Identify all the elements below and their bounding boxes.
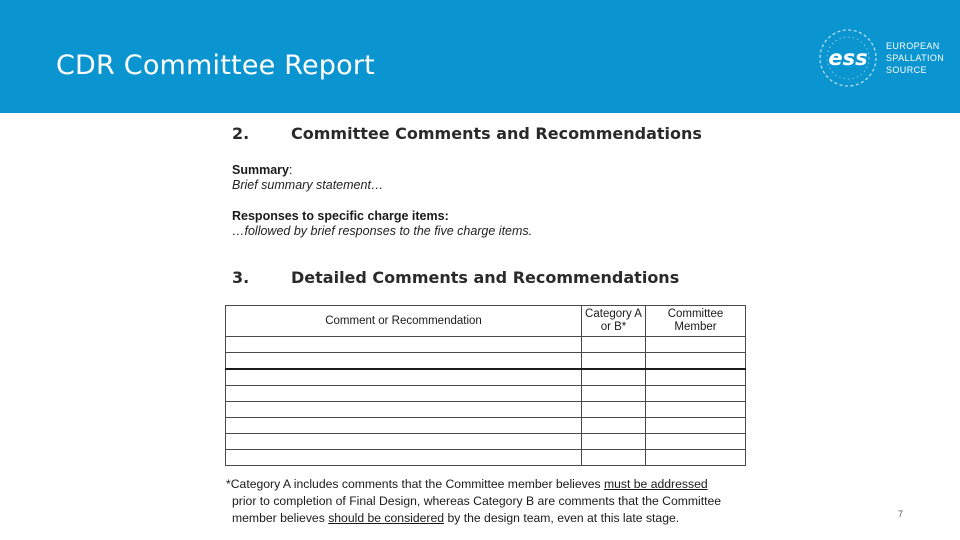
section-3-title: Detailed Comments and Recommendations (291, 268, 680, 287)
member-cell[interactable] (646, 418, 746, 434)
table-row (226, 386, 746, 402)
summary-colon: : (288, 163, 293, 177)
summary-text: Brief summary statement… (232, 178, 384, 192)
comment-cell[interactable] (226, 386, 582, 402)
logo-line-european: EUROPEAN (886, 41, 940, 51)
responses-label: Responses to specific charge items: (232, 209, 449, 223)
responses-text: …followed by brief responses to the five charge items. (232, 224, 533, 238)
member-cell[interactable] (646, 353, 746, 370)
table-row (226, 353, 746, 370)
category-cell[interactable] (582, 450, 646, 466)
comment-cell[interactable] (226, 353, 582, 370)
header-comment: Comment or Recommendation (226, 306, 582, 337)
comments-table (225, 305, 746, 466)
member-cell[interactable] (646, 450, 746, 466)
summary-label (232, 163, 292, 177)
section-3-heading (232, 268, 679, 287)
logo-line-spallation: SPALLATION (886, 53, 945, 63)
comment-cell[interactable] (226, 369, 582, 386)
member-cell[interactable] (646, 434, 746, 450)
comment-cell[interactable] (226, 402, 582, 418)
footnote-emphasis-must: must be addressed (603, 477, 708, 491)
category-cell[interactable] (582, 353, 646, 370)
footnote-line-3-post: by the design team, even at this late stage. (444, 511, 680, 525)
footnote-line-3 (226, 510, 786, 527)
member-cell[interactable] (646, 337, 746, 353)
category-cell[interactable] (582, 402, 646, 418)
header-bar (0, 0, 960, 113)
page-number: 7 (898, 509, 904, 519)
table-row (226, 369, 746, 386)
comment-cell[interactable] (226, 450, 582, 466)
table-row (226, 418, 746, 434)
section-2-heading (232, 124, 702, 143)
slide-title: CDR Committee Report (56, 50, 375, 81)
footnote-line-3-pre: member believes (232, 511, 329, 525)
footnote-line-1-text: *Category A includes comments that the Committee member believes (226, 477, 604, 491)
member-cell[interactable] (646, 369, 746, 386)
comment-cell[interactable] (226, 418, 582, 434)
footnote-line-1 (226, 476, 786, 493)
summary-label-text: Summary (232, 163, 289, 177)
table-row (226, 337, 746, 353)
table-row (226, 402, 746, 418)
category-cell[interactable] (582, 434, 646, 450)
category-cell[interactable] (582, 369, 646, 386)
footnote-line-2: prior to completion of Final Design, whereas Category B are comments that the Committee (232, 494, 722, 508)
table-row (226, 450, 746, 466)
comment-cell[interactable] (226, 434, 582, 450)
section-3-number: 3. (232, 268, 250, 287)
member-cell[interactable] (646, 402, 746, 418)
logo-wordmark (886, 40, 944, 76)
header-category: Category A or B* (582, 306, 646, 337)
ess-logo-icon (814, 24, 884, 94)
category-cell[interactable] (582, 337, 646, 353)
ess-logo-mark: ess (828, 46, 868, 70)
footnote-emphasis-should: should be considered (328, 511, 445, 525)
table-header-row (226, 306, 746, 337)
ess-logo (814, 24, 944, 94)
comment-cell[interactable] (226, 337, 582, 353)
logo-line-source: SOURCE (886, 65, 927, 75)
table-row (226, 434, 746, 450)
category-cell[interactable] (582, 418, 646, 434)
section-2-number: 2. (232, 124, 250, 143)
header-member: Committee Member (646, 306, 746, 337)
member-cell[interactable] (646, 386, 746, 402)
section-2-title: Committee Comments and Recommendations (291, 124, 702, 143)
category-cell[interactable] (582, 386, 646, 402)
category-footnote (226, 476, 786, 527)
